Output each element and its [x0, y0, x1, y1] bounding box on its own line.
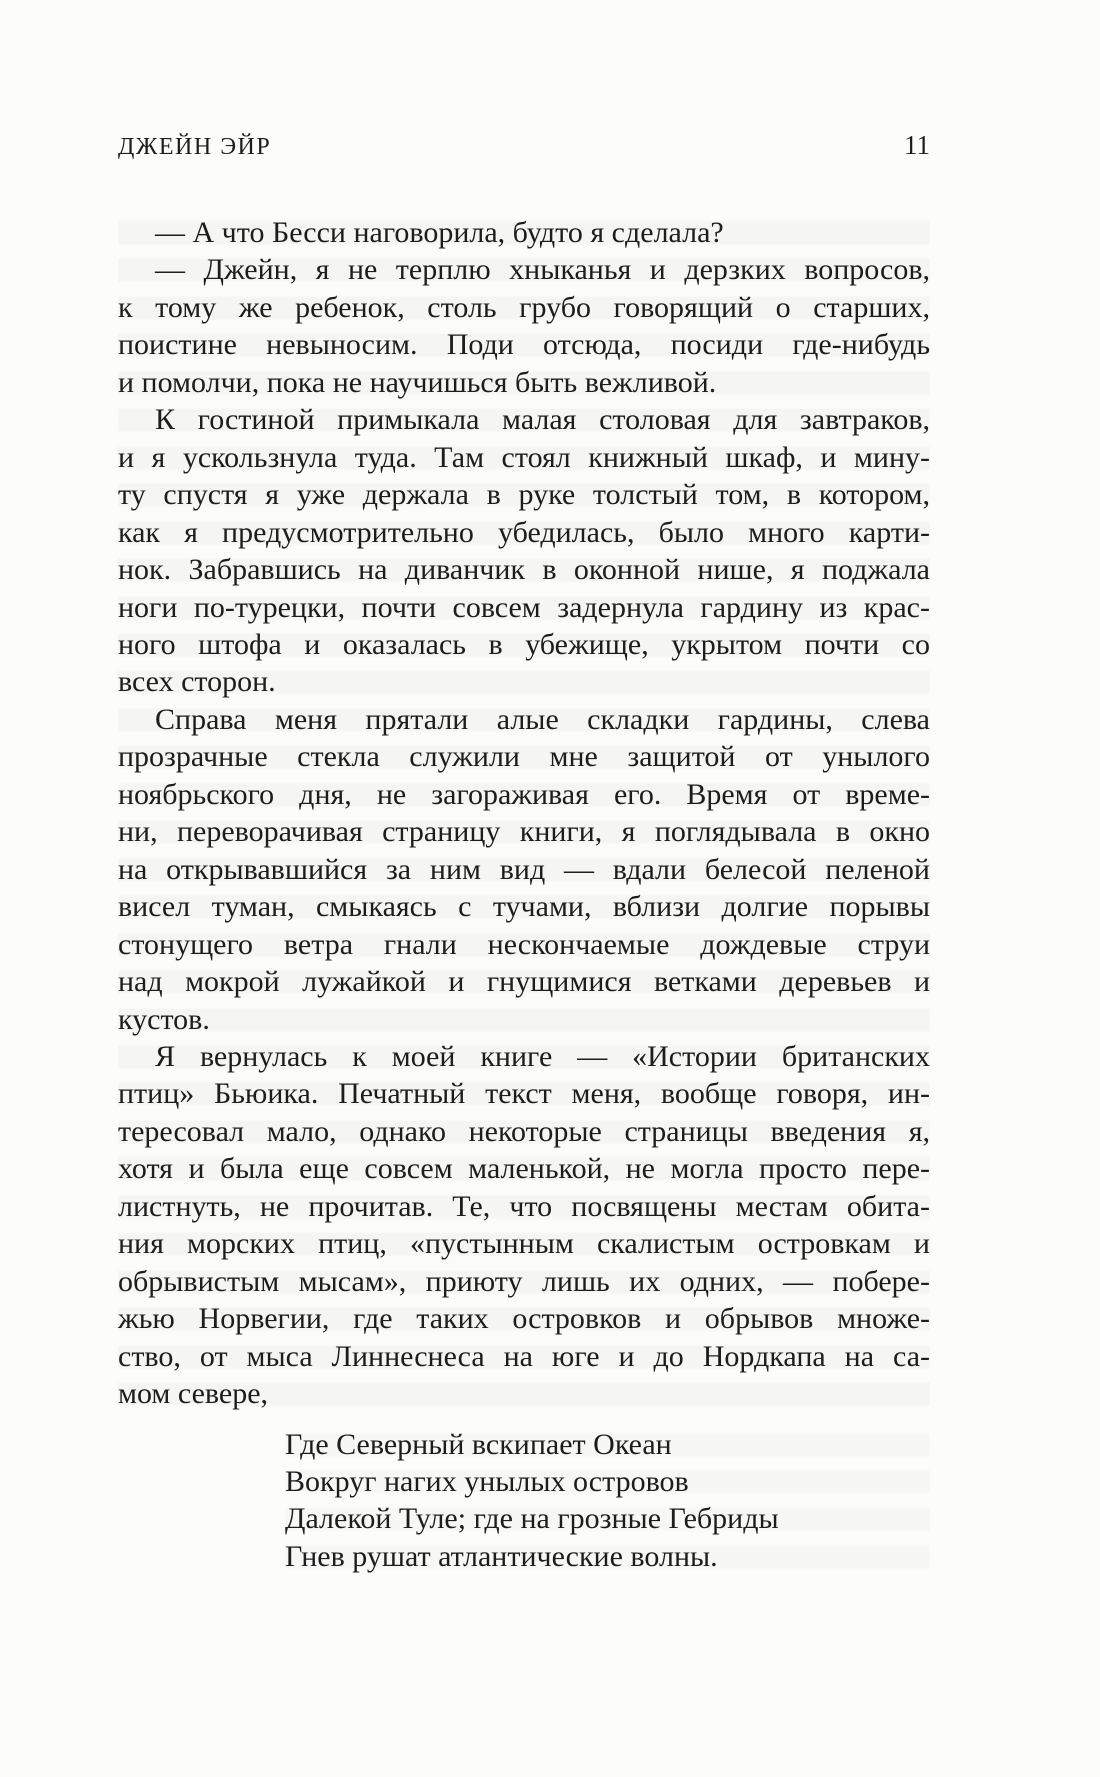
- text-line: Я вернулась к моей книге — «Истории британских: [118, 1038, 930, 1075]
- verse-line: Вокруг нагих унылых островов: [285, 1463, 930, 1500]
- text-line: птиц» Бьюика. Печатный текст меня, вообще говоря, ин-: [118, 1075, 930, 1112]
- text-line: — Джейн, я не терплю хныканья и дерзких вопросов,: [118, 251, 930, 288]
- text-line: и помолчи, пока не научишься быть вежливой.: [118, 364, 930, 401]
- text-line: кустов.: [118, 1001, 930, 1038]
- text-line: обрывистым мысам», приюту лишь их одних, — побере-: [118, 1263, 930, 1300]
- verse-line: Далекой Туле; где на грозные Гебриды: [285, 1500, 930, 1537]
- text-line: всех сторон.: [118, 663, 930, 700]
- verse-line: Гнев рушат атлантические волны.: [285, 1538, 930, 1575]
- verse-block: [285, 1426, 930, 1576]
- page-content: [118, 214, 930, 1575]
- paragraph: [118, 251, 930, 401]
- paragraph: [118, 214, 930, 251]
- book-title: ДЖЕЙН ЭЙР: [118, 134, 272, 160]
- text-line: ного штофа и оказалась в убежище, укрытом почти со: [118, 626, 930, 663]
- verse-line: Где Северный вскипает Океан: [285, 1426, 930, 1463]
- page-number: 11: [904, 130, 930, 160]
- text-line: листнуть, не прочитав. Те, что посвящены местам обита-: [118, 1188, 930, 1225]
- text-line: ноябрьского дня, не загораживая его. Время от време-: [118, 776, 930, 813]
- text-line: мом севере,: [118, 1375, 930, 1412]
- text-line: поистине невыносим. Поди отсюда, посиди где-нибудь: [118, 326, 930, 363]
- paragraph: [118, 401, 930, 701]
- text-line: к тому же ребенок, столь грубо говорящий о старших,: [118, 289, 930, 326]
- text-line: Справа меня прятали алые складки гардины, слева: [118, 701, 930, 738]
- text-line: нок. Забравшись на диванчик в оконной нише, я поджала: [118, 551, 930, 588]
- text-line: ту спустя я уже держала в руке толстый том, в котором,: [118, 476, 930, 513]
- text-line: над мокрой лужайкой и гнущимися ветками деревьев и: [118, 963, 930, 1000]
- text-line: ния морских птиц, «пустынным скалистым островкам и: [118, 1225, 930, 1262]
- text-line: стонущего ветра гнали нескончаемые дождевые струи: [118, 926, 930, 963]
- text-line: ноги по-турецки, почти совсем задернула гардину из крас-: [118, 589, 930, 626]
- text-line: хотя и была еще совсем маленькой, не могла просто пере-: [118, 1150, 930, 1187]
- text-line: жью Норвегии, где таких островков и обрывов множе-: [118, 1300, 930, 1337]
- text-line: ни, переворачивая страницу книги, я поглядывала в окно: [118, 813, 930, 850]
- text-line: прозрачные стекла служили мне защитой от унылого: [118, 738, 930, 775]
- text-line: на открывавшийся за ним вид — вдали белесой пеленой: [118, 851, 930, 888]
- text-line: — А что Бесси наговорила, будто я сделала?: [118, 214, 930, 251]
- text-line: тересовал мало, однако некоторые страницы введения я,: [118, 1113, 930, 1150]
- running-header: [118, 128, 930, 164]
- text-line: висел туман, смыкаясь с тучами, вблизи долгие порывы: [118, 888, 930, 925]
- paragraph: [118, 701, 930, 1038]
- paragraph: [118, 1038, 930, 1413]
- text-line: ство, от мыса Линнеснеса на юге и до Нордкапа на са-: [118, 1338, 930, 1375]
- text-line: К гостиной примыкала малая столовая для завтраков,: [118, 401, 930, 438]
- text-line: и я ускользнула туда. Там стоял книжный шкаф, и мину-: [118, 439, 930, 476]
- text-line: как я предусмотрительно убедилась, было много карти-: [118, 514, 930, 551]
